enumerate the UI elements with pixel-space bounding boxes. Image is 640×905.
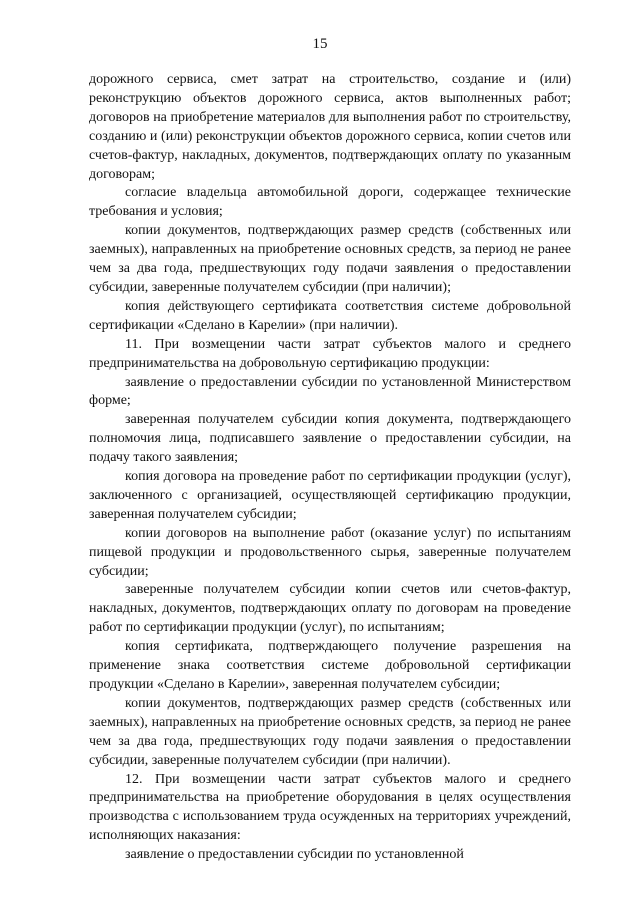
page-number: 15 bbox=[312, 36, 328, 52]
section-12-heading: 12. При возмещении части затрат субъектов малого и среднего предпринимательства на приобретение оборудования в целях осуществления производства с использованием труда осужденных на территориях учреждений, исполняющих наказания: bbox=[89, 771, 571, 844]
paragraph-funds-documents: копии документов, подтверждающих размер средств (собственных или заемных), направленных на приобретение основных средств, за период не ранее чем за два года, предшествующих году подачи заявления о предоставлении субсидии, заверенные получателем субсидии (при наличии); bbox=[89, 223, 571, 295]
paragraph-authority-copy: заверенная получателем субсидии копия документа, подтверждающего полномочия лица, подписавшего заявление о предоставлении субсидии, на подачу такого заявления; bbox=[89, 412, 571, 466]
paragraph-certificate-copy: копия действующего сертификата соответствия системе добровольной сертификации «Сделано в Карелии» (при наличии). bbox=[89, 298, 571, 333]
paragraph-application-2: заявление о предоставлении субсидии по установленной bbox=[125, 847, 464, 863]
paragraph-invoices: заверенные получателем субсидии копии счетов или счетов-фактур, накладных, документов, подтверждающих оплату по договорам на проведение работ по сертификации продукции (услуг), по испытаниям; bbox=[89, 582, 571, 636]
paragraph-application: заявление о предоставлении субсидии по установленной Министерством форме; bbox=[89, 374, 571, 409]
paragraph-continuation: дорожного сервиса, смет затрат на строительство, создание и (или) реконструкцию объектов дорожного сервиса, актов выполненных работ; договоров на приобретение материалов для выполнения работ по строительству, созданию и (или) реконструкции объектов дорожного сервиса, копии счетов или счетов-фактур, накладных, документов, подтверждающих оплату по указанным договорам; bbox=[89, 72, 571, 182]
paragraph-certification-contract: копия договора на проведение работ по сертификации продукции (услуг), заключенного с организацией, осуществляющей сертификацию продукции, заверенная получателем субсидии; bbox=[89, 469, 571, 522]
section-11-heading: 11. При возмещении части затрат субъектов малого и среднего предпринимательства на добровольную сертификацию продукции: bbox=[89, 336, 571, 371]
paragraph-sign-permission: копия сертификата, подтверждающего получение разрешения на применение знака соответствия системе добровольной сертификации продукции «Сделано в Карелии», заверенная получателем субсидии; bbox=[89, 639, 571, 692]
paragraph-testing-contracts: копии договоров на выполнение работ (оказание услуг) по испытаниям пищевой продукции и продовольственного сырья, заверенные получателем субсидии; bbox=[89, 525, 571, 579]
paragraph-owner-consent: согласие владельца автомобильной дороги, содержащее технические требования и условия; bbox=[89, 185, 571, 220]
paragraph-funds-documents-2: копии документов, подтверждающих размер средств (собственных или заемных), направленных на приобретение основных средств, за период не ранее чем за два года, предшествующих году подачи заявления о предоставлении субсидии, заверенные получателем субсидии (при наличии). bbox=[89, 695, 571, 768]
body-text bbox=[89, 71, 571, 865]
